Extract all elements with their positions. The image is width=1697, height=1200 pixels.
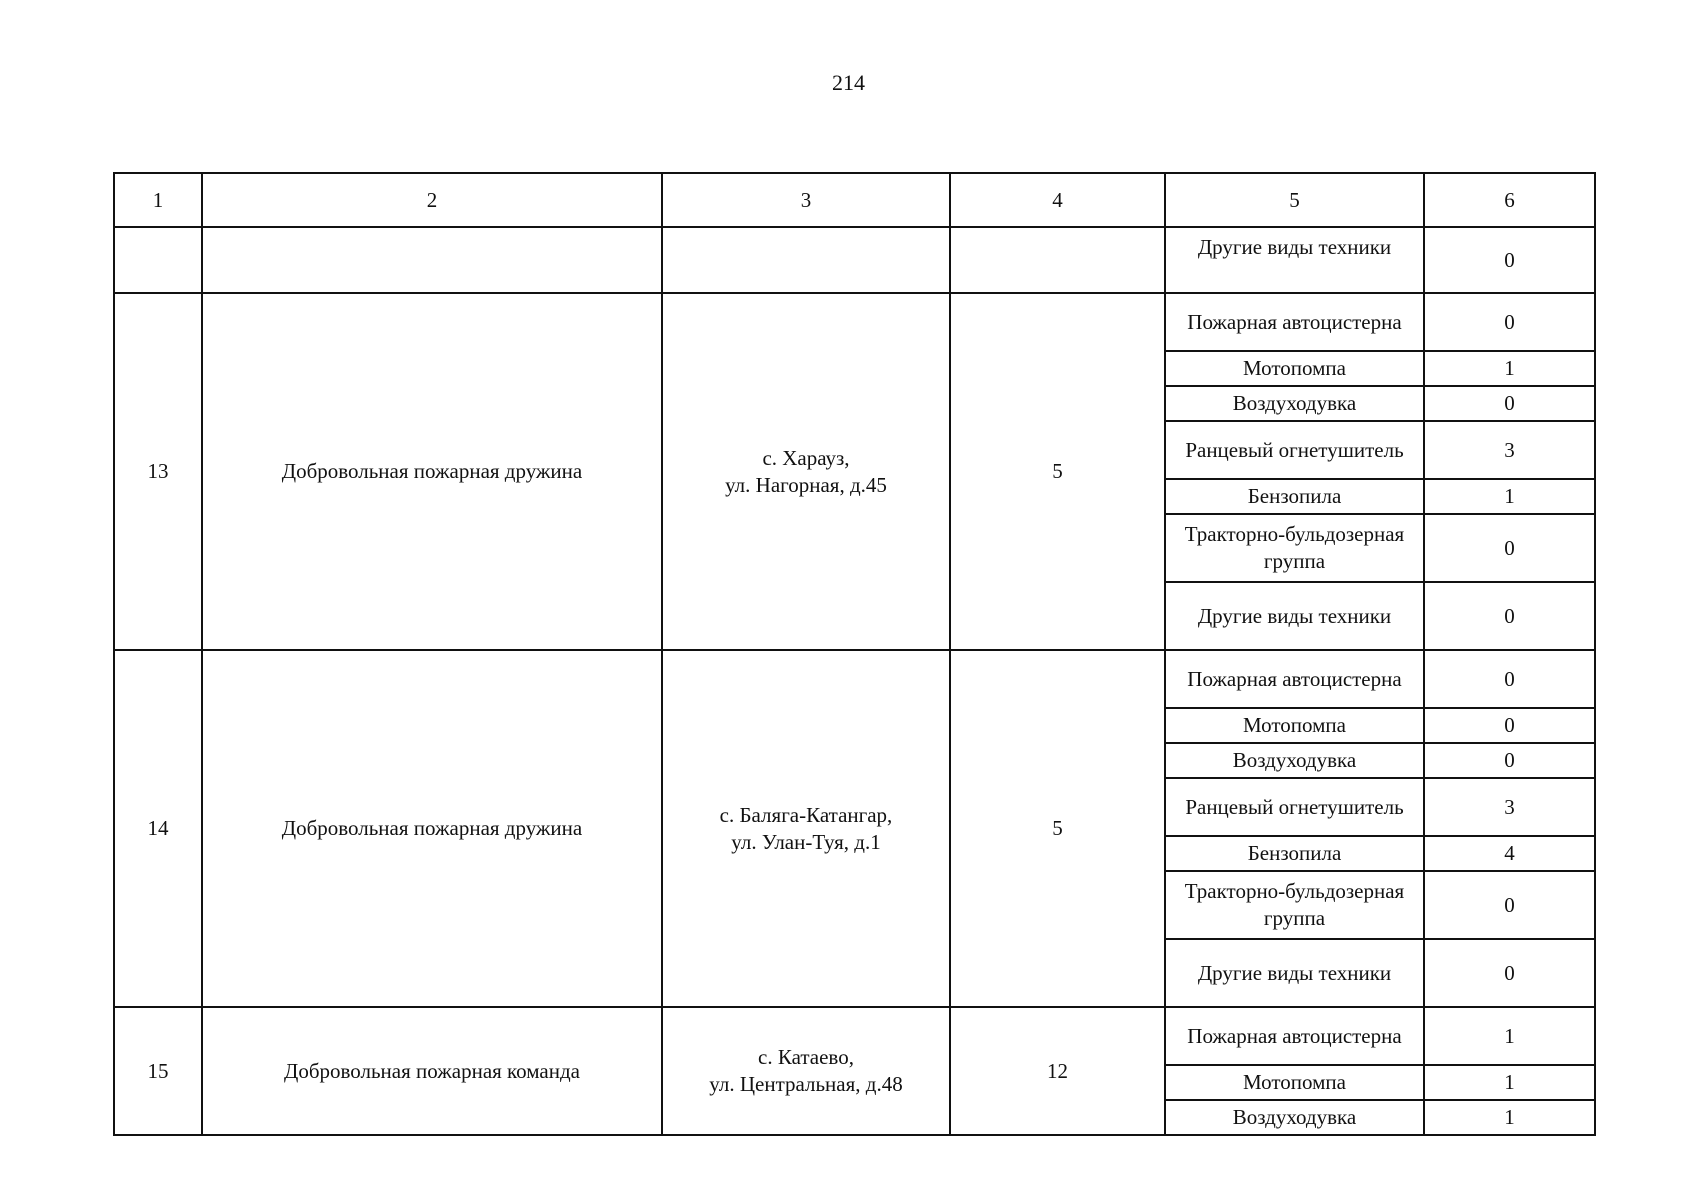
- address-cell: [662, 1007, 950, 1135]
- count-cell: 1: [1424, 1100, 1595, 1135]
- count-cell: 0: [1424, 582, 1595, 650]
- address-line: с. Катаево,: [758, 1045, 854, 1069]
- count-cell: 0: [1424, 939, 1595, 1007]
- column-number: 5: [1165, 173, 1424, 227]
- staff-cell: 5: [950, 650, 1165, 1007]
- count-cell: 1: [1424, 1007, 1595, 1065]
- table-row: [114, 1007, 1595, 1065]
- equipment-cell: Ранцевый огнетушитель: [1165, 421, 1424, 479]
- count-cell: 0: [1424, 650, 1595, 708]
- count-cell: 1: [1424, 351, 1595, 386]
- staff-cell: 5: [950, 293, 1165, 650]
- address-line: с. Баляга-Катангар,: [719, 802, 893, 827]
- equipment-cell: Бензопила: [1165, 479, 1424, 514]
- equipment-cell: Ранцевый огнетушитель: [1165, 778, 1424, 836]
- equipment-cell: Пожарная автоцистерна: [1165, 1007, 1424, 1065]
- equipment-cell: Пожарная автоцистерна: [1165, 293, 1424, 351]
- count-cell: 1: [1424, 1065, 1595, 1100]
- empty-cell: [202, 227, 662, 293]
- equipment-cell: Мотопомпа: [1165, 1065, 1424, 1100]
- column-number: 4: [950, 173, 1165, 227]
- equipment-cell: Воздуходувка: [1165, 1100, 1424, 1135]
- count-cell: 0: [1424, 708, 1595, 743]
- organization-cell: Добровольная пожарная команда: [202, 1007, 662, 1135]
- column-number: 2: [202, 173, 662, 227]
- address-line: ул. Улан-Туя, д.1: [731, 829, 881, 854]
- address-line: с. Харауз,: [762, 445, 850, 470]
- organization-cell: Добровольная пожарная дружина: [202, 650, 662, 1007]
- empty-cell: [114, 227, 202, 293]
- count-cell: 0: [1424, 227, 1595, 293]
- address-line: ул. Нагорная, д.45: [725, 472, 887, 497]
- count-cell: 0: [1424, 871, 1595, 939]
- column-number: 6: [1424, 173, 1595, 227]
- count-cell: 0: [1424, 386, 1595, 421]
- count-cell: 3: [1424, 778, 1595, 836]
- equipment-cell: Пожарная автоцистерна: [1165, 650, 1424, 708]
- count-cell: 0: [1424, 293, 1595, 351]
- count-cell: 1: [1424, 479, 1595, 514]
- count-cell: 0: [1424, 743, 1595, 778]
- empty-cell: [950, 227, 1165, 293]
- equipment-cell: Другие виды техники: [1165, 227, 1424, 293]
- address-cell: [662, 650, 950, 1007]
- equipment-cell: Воздуходувка: [1165, 386, 1424, 421]
- empty-cell: [662, 227, 950, 293]
- equipment-cell: Тракторно-бульдозерная группа: [1165, 514, 1424, 582]
- address-cell: [662, 293, 950, 650]
- page-number: 214: [832, 70, 865, 95]
- table-row: [114, 293, 1595, 351]
- equipment-cell: Бензопила: [1165, 836, 1424, 871]
- organization-cell: Добровольная пожарная дружина: [202, 293, 662, 650]
- row-number-cell: 14: [114, 650, 202, 1007]
- count-cell: 3: [1424, 421, 1595, 479]
- equipment-table: [113, 172, 1596, 1136]
- equipment-cell: Воздуходувка: [1165, 743, 1424, 778]
- count-cell: 0: [1424, 514, 1595, 582]
- equipment-cell: Мотопомпа: [1165, 351, 1424, 386]
- column-number-row: [114, 173, 1595, 227]
- column-number: 3: [662, 173, 950, 227]
- address-line: ул. Центральная, д.48: [709, 1072, 903, 1096]
- staff-cell: 12: [950, 1007, 1165, 1135]
- count-cell: 4: [1424, 836, 1595, 871]
- table-row: [114, 650, 1595, 708]
- row-number-cell: 15: [114, 1007, 202, 1135]
- equipment-cell: Тракторно-бульдозерная группа: [1165, 871, 1424, 939]
- row-number-cell: 13: [114, 293, 202, 650]
- equipment-cell: Другие виды техники: [1165, 582, 1424, 650]
- column-number: 1: [114, 173, 202, 227]
- equipment-cell: Другие виды техники: [1165, 939, 1424, 1007]
- equipment-cell: Мотопомпа: [1165, 708, 1424, 743]
- continuation-row: [114, 227, 1595, 293]
